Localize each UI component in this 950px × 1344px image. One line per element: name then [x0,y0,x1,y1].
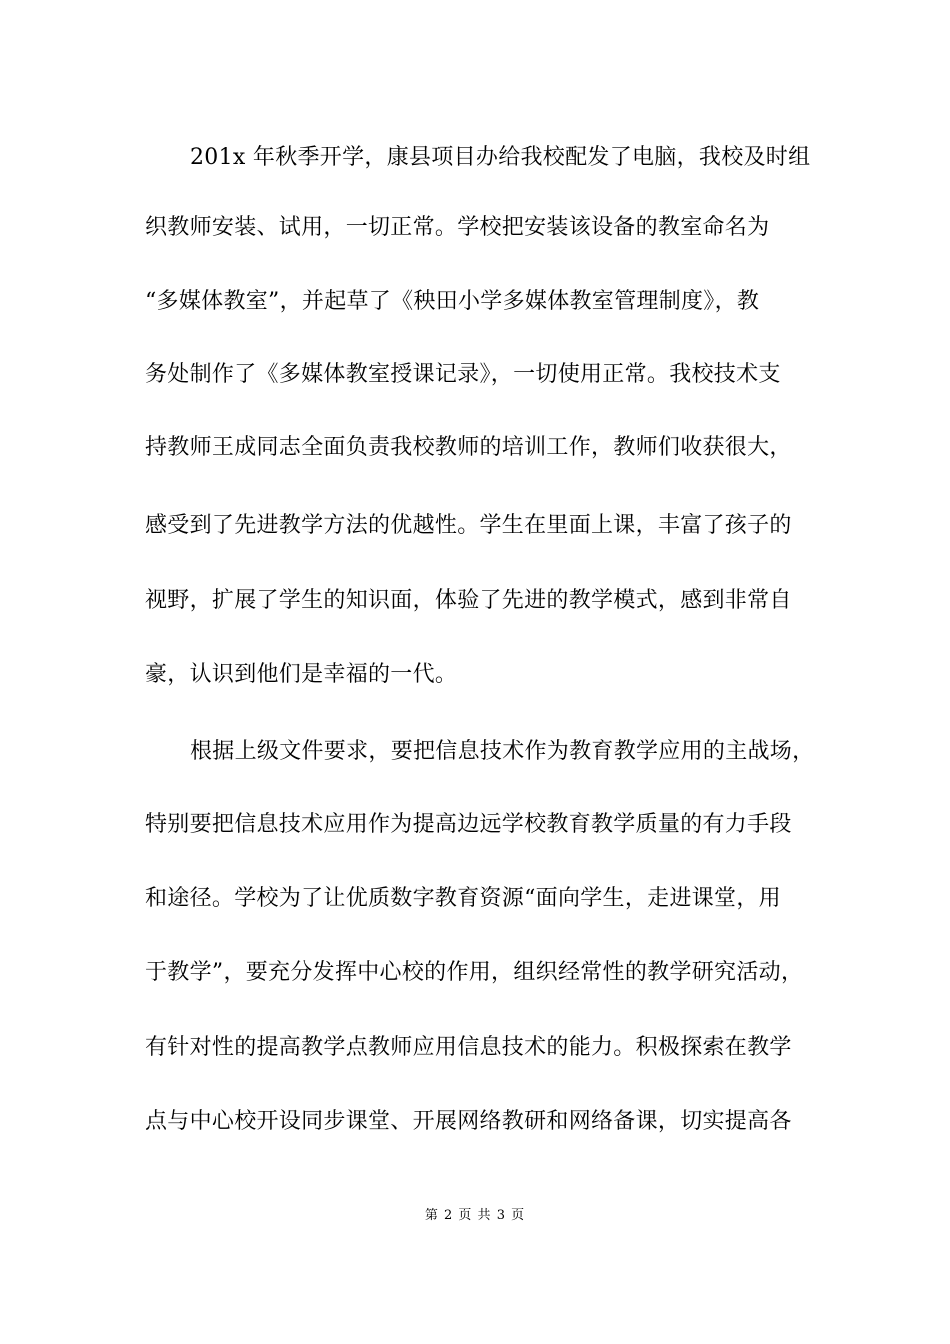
paragraph-2-line-6: 点与中心校开设同步课堂、开展网络教研和网络备课，切实提高各 [145,1109,792,1134]
paragraph-1-line-3: “多媒体教室”，并起草了《秧田小学多媒体教室管理制度》，教 [145,289,760,314]
paragraph-1-line-8: 豪，认识到他们是幸福的一代。 [145,662,458,687]
paragraph-1-line-5: 持教师王成同志全面负责我校教师的培训工作，教师们收获很大， [145,435,792,460]
paragraph-1-line-6: 感受到了先进教学方法的优越性。学生在里面上课，丰富了孩子的 [145,513,792,538]
paragraph-1-line-2: 织教师安装、试用，一切正常。学校把安装该设备的教室命名为 [145,215,770,240]
paragraph-2-line-4: 于教学”，要充分发挥中心校的作用，组织经常性的教学研究活动， [145,960,804,985]
paragraph-2-line-3: 和途径。学校为了让优质数字教育资源“面向学生，走进课堂，用 [145,886,781,911]
paragraph-1-line-1: 201x 年秋季开学，康县项目办给我校配发了电脑，我校及时组 [190,145,811,170]
paragraph-2-line-5: 有针对性的提高教学点教师应用信息技术的能力。积极探索在教学 [145,1035,792,1060]
paragraph-2-line-1: 根据上级文件要求，要把信息技术作为教育教学应用的主战场， [190,739,815,764]
paragraph-1-line-4: 务处制作了《多媒体教室授课记录》，一切使用正常。我校技术支 [145,362,781,387]
paragraph-2-line-2: 特别要把信息技术应用作为提高边远学校教育教学质量的有力手段 [145,812,792,837]
page-number-footer: 第 2 页 共 3 页 [424,1208,526,1223]
paragraph-1-line-7: 视野，扩展了学生的知识面，体验了先进的教学模式，感到非常自 [145,588,792,613]
